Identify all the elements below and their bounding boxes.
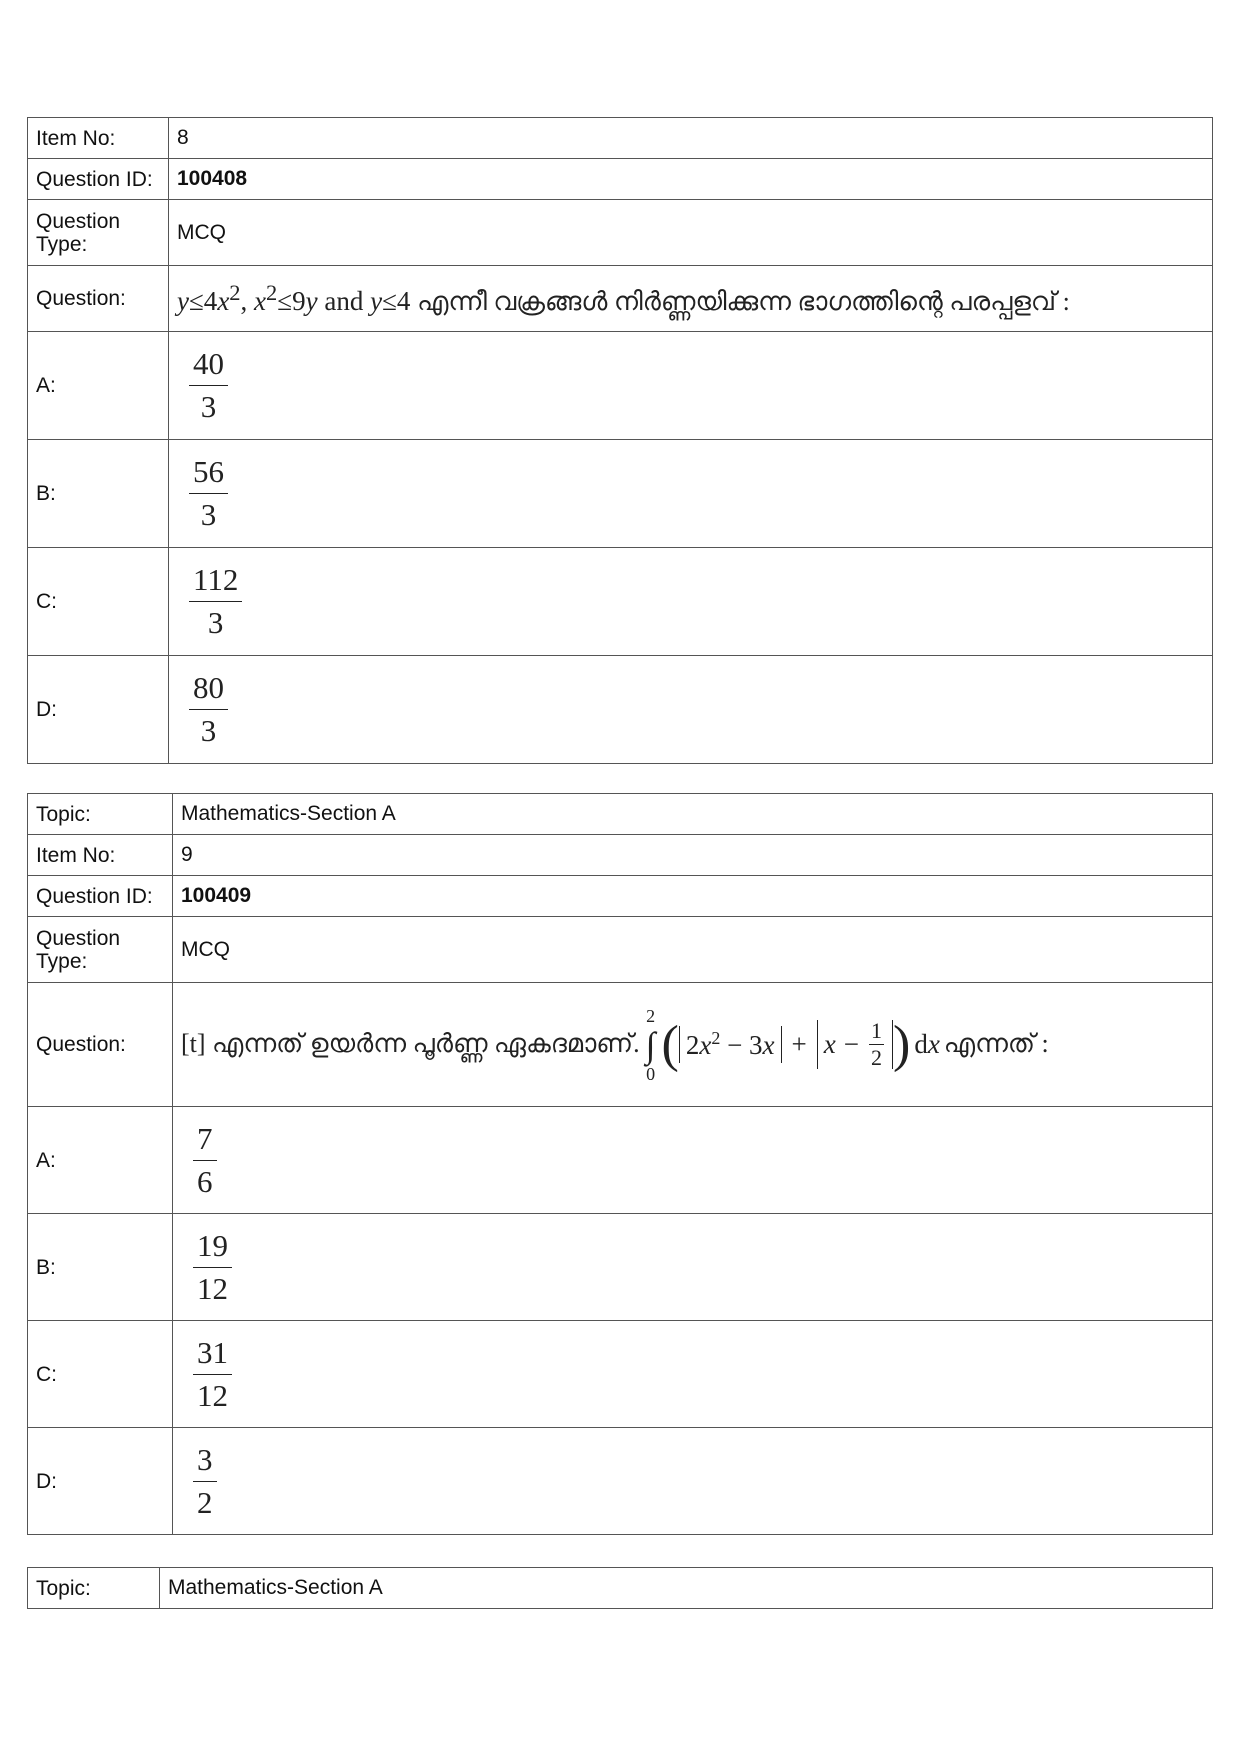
fraction xyxy=(193,1229,232,1306)
option-b-label: B: xyxy=(28,440,169,548)
option-c-label: C: xyxy=(28,1321,173,1428)
item-no-value: 8 xyxy=(169,118,1213,159)
math-sup: 2 xyxy=(229,279,241,305)
math-minus: − xyxy=(843,1029,859,1059)
option-a-value xyxy=(173,1107,1213,1214)
option-a-row xyxy=(28,1107,1213,1214)
integral xyxy=(646,1007,656,1083)
question-id-row xyxy=(28,159,1213,200)
fraction xyxy=(189,347,228,424)
option-a-value xyxy=(169,332,1213,440)
fraction-denominator: 3 xyxy=(200,389,217,424)
fraction-denominator: 3 xyxy=(200,713,217,748)
question-label: Question: xyxy=(28,983,173,1107)
math-sup: 2 xyxy=(266,279,278,305)
question-8-table xyxy=(27,117,1213,764)
option-b-label: B: xyxy=(28,1214,173,1321)
option-c-row xyxy=(28,1321,1213,1428)
option-d-value xyxy=(169,656,1213,764)
option-b-row xyxy=(28,1214,1213,1321)
option-c-value xyxy=(169,548,1213,656)
question-suffix-text: എന്നത് : xyxy=(943,1029,1049,1058)
fraction xyxy=(193,1336,232,1413)
math-var: y xyxy=(370,285,383,316)
topic-row xyxy=(28,1568,1213,1609)
math-var: x xyxy=(254,285,267,316)
math-coef: 2 xyxy=(685,1030,700,1060)
item-no-row xyxy=(28,118,1213,159)
question-type-row xyxy=(28,200,1213,266)
fraction-denominator: 3 xyxy=(207,605,224,640)
integral-upper-limit: 2 xyxy=(646,1005,656,1026)
option-b-value xyxy=(173,1214,1213,1321)
right-paren: ) xyxy=(892,1015,911,1073)
math-var: x xyxy=(699,1030,712,1060)
absolute-value xyxy=(679,1026,782,1063)
math-d: d xyxy=(914,1029,928,1059)
fraction-denominator: 3 xyxy=(200,497,217,532)
question-text xyxy=(169,266,1213,332)
option-a-label: A: xyxy=(28,332,169,440)
math-var: x xyxy=(217,285,230,316)
math-comma: , xyxy=(240,285,248,316)
math-var: x xyxy=(927,1029,940,1059)
math-var: x xyxy=(823,1029,836,1059)
fraction-numerator: 1 xyxy=(870,1018,882,1043)
item-no-label: Item No: xyxy=(28,835,173,876)
topic-row xyxy=(28,794,1213,835)
math-var: x xyxy=(762,1030,775,1060)
fraction-denominator: 2 xyxy=(870,1045,882,1070)
fraction-numerator: 19 xyxy=(193,1229,232,1268)
math-op: ≤4 xyxy=(382,285,411,316)
fraction-numerator: 56 xyxy=(189,455,228,494)
option-d-label: D: xyxy=(28,1428,173,1535)
question-row xyxy=(28,266,1213,332)
option-d-row xyxy=(28,1428,1213,1535)
math-term: − 3 xyxy=(720,1030,763,1060)
question-type-value: MCQ xyxy=(169,200,1213,266)
integral-lower-limit: 0 xyxy=(646,1063,656,1084)
fraction xyxy=(189,455,228,532)
question-9-table xyxy=(27,793,1213,1535)
option-d-value xyxy=(173,1428,1213,1535)
question-math xyxy=(177,279,1070,316)
fraction-numerator: 80 xyxy=(189,671,228,710)
math-var: y xyxy=(177,285,189,316)
fraction-denominator: 2 xyxy=(197,1484,213,1520)
option-a-row xyxy=(28,332,1213,440)
math-op: ≤9 xyxy=(277,285,306,316)
question-id-value: 100408 xyxy=(169,159,1213,200)
question-type-label: Question Type: xyxy=(28,917,173,983)
option-d-row xyxy=(28,656,1213,764)
question-type-row xyxy=(28,917,1213,983)
option-d-label: D: xyxy=(28,656,169,764)
topic-value: Mathematics-Section A xyxy=(173,794,1213,835)
question-id-label: Question ID: xyxy=(28,159,169,200)
question-10-table xyxy=(27,1567,1213,1609)
math-and: and xyxy=(324,285,364,316)
math-sup: 2 xyxy=(711,1028,721,1048)
option-c-row xyxy=(28,548,1213,656)
item-no-label: Item No: xyxy=(28,118,169,159)
option-b-row xyxy=(28,440,1213,548)
differential xyxy=(914,1029,939,1060)
fraction-numerator: 31 xyxy=(193,1336,232,1375)
fraction-numerator: 112 xyxy=(189,563,242,602)
integral-sign: ∫ xyxy=(645,1024,656,1065)
option-c-value xyxy=(173,1321,1213,1428)
question-malayalam-text: എന്നീ വക്രങ്ങൾ നിർണ്ണയിക്കുന്ന ഭാഗത്തിന്റെ പരപ്പളവ് : xyxy=(417,286,1070,316)
item-no-row xyxy=(28,835,1213,876)
question-type-label: Question Type: xyxy=(28,200,169,266)
topic-label: Topic: xyxy=(28,1568,160,1609)
fraction-numerator: 3 xyxy=(193,1443,217,1482)
question-id-label: Question ID: xyxy=(28,876,173,917)
question-prefix-text: [t] എന്നത് ഉയർന്ന പൂർണ്ണ ഏകദമാണ്. xyxy=(181,1029,640,1058)
fraction-numerator: 7 xyxy=(193,1122,217,1161)
topic-value: Mathematics-Section A xyxy=(160,1568,1213,1609)
option-c-label: C: xyxy=(28,548,169,656)
question-math xyxy=(181,1007,1204,1083)
question-type-value: MCQ xyxy=(173,917,1213,983)
question-text xyxy=(173,983,1213,1107)
question-id-value: 100409 xyxy=(173,876,1213,917)
fraction xyxy=(189,671,228,748)
question-label: Question: xyxy=(28,266,169,332)
topic-label: Topic: xyxy=(28,794,173,835)
option-b-value xyxy=(169,440,1213,548)
fraction xyxy=(193,1122,217,1199)
fraction-denominator: 6 xyxy=(197,1163,213,1199)
option-a-label: A: xyxy=(28,1107,173,1214)
fraction-numerator: 40 xyxy=(189,347,228,386)
fraction xyxy=(193,1443,217,1520)
math-op: ≤4 xyxy=(188,285,218,316)
fraction-denominator: 12 xyxy=(197,1377,228,1413)
item-no-value: 9 xyxy=(173,835,1213,876)
question-row xyxy=(28,983,1213,1107)
left-paren: ( xyxy=(661,1015,679,1073)
fraction-half xyxy=(869,1020,884,1069)
math-var: y xyxy=(305,285,318,316)
fraction xyxy=(189,563,242,640)
fraction-denominator: 12 xyxy=(197,1270,228,1306)
math-plus: + xyxy=(791,1029,807,1059)
ceiling-bracket xyxy=(817,1020,893,1069)
question-id-row xyxy=(28,876,1213,917)
